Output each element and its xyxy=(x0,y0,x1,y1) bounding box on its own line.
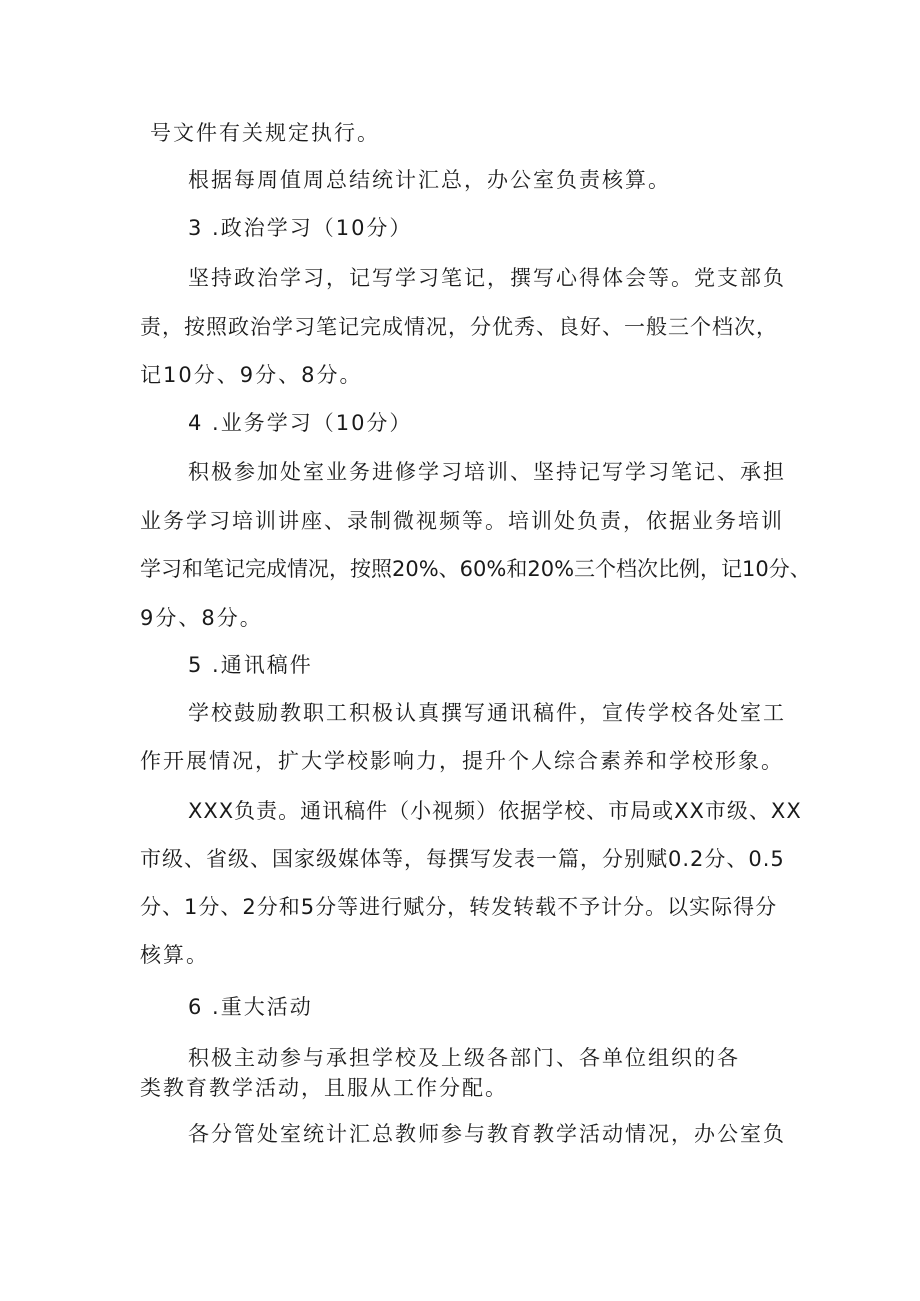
paragraph-line: 各分管处室统计汇总教师参与教育教学活动情况，办公室负 xyxy=(188,1122,786,1146)
paragraph-line: 坚持政治学习，记写学习笔记，撰写心得体会等。党支部负 xyxy=(188,266,786,290)
paragraph-line: 学习和笔记完成情况，按照20%、60%和20%三个档次比例，记10分、 xyxy=(140,557,811,581)
section-heading: 3 .政治学习（10分） xyxy=(188,216,413,240)
paragraph-line: 9分、8分。 xyxy=(140,606,263,630)
paragraph-line: 业务学习培训讲座、录制微视频等。培训处负责，依据业务培训 xyxy=(140,509,784,533)
paragraph-line: 根据每周值周总结统计汇总，办公室负责核算。 xyxy=(188,168,671,192)
paragraph-line: 号文件有关规定执行。 xyxy=(150,121,380,145)
paragraph-line: 学校鼓励教职工积极认真撰写通讯稿件，宣传学校各处室工 xyxy=(188,701,786,725)
paragraph-line: 分、1分、2分和5分等进行赋分，转发转载不予计分。以实际得分 xyxy=(140,895,778,919)
section-heading: 4 .业务学习（10分） xyxy=(188,411,413,435)
paragraph-line: XXX负责。通讯稿件（小视频）依据学校、市局或XX市级、XX xyxy=(188,799,802,823)
paragraph-line: 市级、省级、国家级媒体等，每撰写发表一篇，分别赋0.2分、0.5 xyxy=(140,847,785,871)
paragraph-line: 类教育教学活动，且服从工作分配。 xyxy=(140,1076,508,1100)
paragraph-line: 责，按照政治学习笔记完成情况，分优秀、良好、一般三个档次， xyxy=(140,315,778,339)
paragraph-line: 记10分、9分、8分。 xyxy=(140,363,363,387)
paragraph-line: 积极主动参与承担学校及上级各部门、各单位组织的各 xyxy=(188,1046,740,1070)
section-heading: 5 .通讯稿件 xyxy=(188,653,313,677)
paragraph-line: 作开展情况，扩大学校影响力，提升个人综合素养和学校形象。 xyxy=(140,749,784,773)
paragraph-line: 核算。 xyxy=(140,943,209,967)
paragraph-line: 积极参加处室业务进修学习培训、坚持记写学习笔记、承担 xyxy=(188,460,786,484)
section-heading: 6 .重大活动 xyxy=(188,995,313,1019)
